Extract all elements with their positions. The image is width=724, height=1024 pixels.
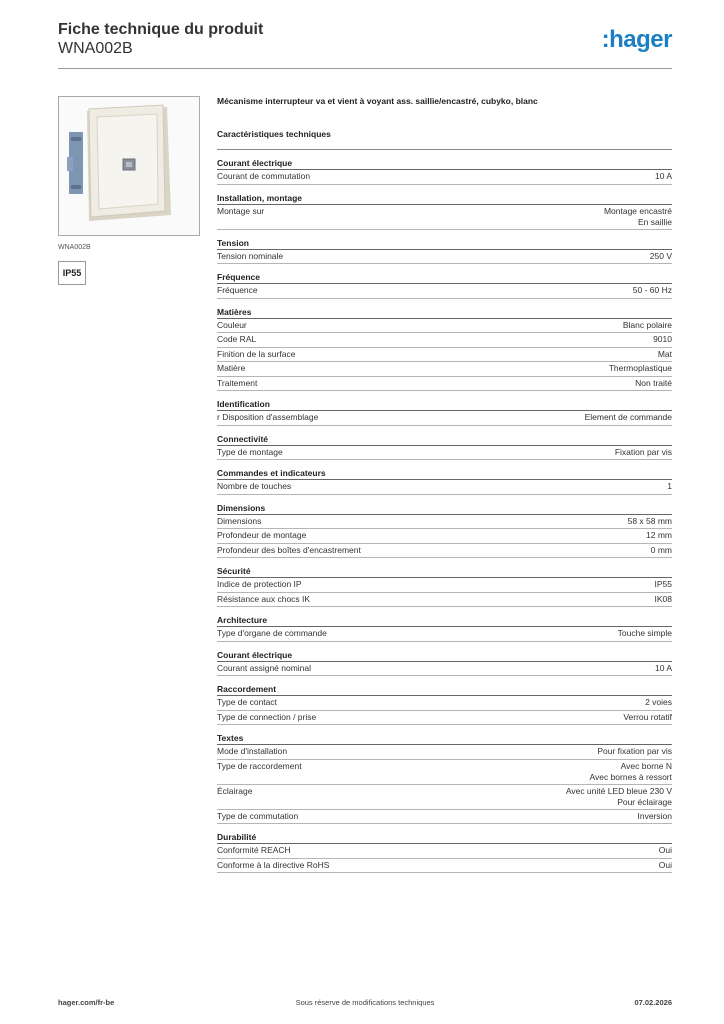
- spec-group-title: Commandes et indicateurs: [217, 467, 672, 480]
- spec-label: Type de montage: [217, 446, 283, 457]
- spec-label: Éclairage: [217, 785, 253, 796]
- footer-date: 07.02.2026: [634, 998, 672, 1007]
- spec-row: [217, 250, 672, 265]
- header-divider: [58, 68, 672, 69]
- spec-label: Dimensions: [217, 515, 262, 526]
- footer-notice: Sous réserve de modifications techniques: [295, 998, 435, 1007]
- spec-row: [217, 711, 672, 726]
- spec-group: [217, 614, 672, 642]
- spec-row: [217, 377, 672, 392]
- spec-value: Mat: [657, 348, 672, 359]
- spec-value: Non traité: [635, 377, 672, 388]
- spec-value: Avec borne N Avec bornes à ressort: [589, 760, 672, 782]
- spec-group-title: Tension: [217, 237, 672, 250]
- spec-group: [217, 732, 672, 824]
- spec-label: Conforme à la directive RoHS: [217, 859, 330, 870]
- spec-row: [217, 844, 672, 859]
- spec-value: 9010: [653, 334, 672, 344]
- spec-row: [217, 593, 672, 608]
- spec-label: Tension nominale: [217, 250, 284, 261]
- product-image-caption: WNA002B: [58, 244, 91, 251]
- spec-group-title: Fréquence: [217, 271, 672, 284]
- spec-row: [217, 480, 672, 495]
- spec-value: Oui: [658, 859, 672, 870]
- spec-group: [217, 271, 672, 299]
- spec-value: IK08: [654, 593, 672, 604]
- spec-row: [217, 745, 672, 760]
- spec-value: Touche simple: [617, 628, 672, 638]
- spec-group: [217, 433, 672, 461]
- spec-label: Mode d'installation: [217, 746, 288, 756]
- spec-label: Matière: [217, 363, 246, 373]
- spec-value: 58 x 58 mm: [627, 515, 672, 526]
- spec-label: Montage sur: [217, 205, 265, 216]
- spec-value: 50 - 60 Hz: [632, 285, 672, 295]
- spec-row: [217, 785, 672, 810]
- spec-value: Blanc polaire: [622, 319, 672, 330]
- spec-label: Indice de protection IP: [217, 579, 302, 589]
- spec-group: [217, 237, 672, 265]
- spec-value: 2 voies: [645, 697, 672, 707]
- spec-group: [217, 649, 672, 677]
- hager-logo[interactable]: :hager: [601, 26, 672, 53]
- ip-rating-badge: IP55: [58, 261, 86, 285]
- spec-group: [217, 306, 672, 392]
- footer-website-link[interactable]: hager.com/fr-be: [58, 998, 115, 1007]
- spec-row: [217, 662, 672, 677]
- spec-label: r Disposition d'assemblage: [217, 412, 319, 422]
- spec-label: Type de connection / prise: [217, 711, 317, 722]
- spec-label: Finition de la surface: [217, 348, 296, 359]
- spec-label: Résistance aux chocs IK: [217, 593, 311, 604]
- spec-label: Type de contact: [217, 697, 278, 707]
- spec-group-title: Architecture: [217, 614, 672, 627]
- spec-group: [217, 192, 672, 230]
- product-description: Mécanisme interrupteur va et vient à voyant ass. saillie/encastré, cubyko, blanc: [217, 96, 538, 106]
- spec-group: [217, 467, 672, 495]
- spec-label: Courant de commutation: [217, 171, 311, 181]
- spec-group-title: Dimensions: [217, 502, 672, 515]
- spec-group: [217, 831, 672, 873]
- switch-image-icon: [59, 97, 199, 235]
- spec-row: [217, 411, 672, 426]
- spec-row: [217, 696, 672, 711]
- spec-group: [217, 157, 672, 185]
- spec-label: Nombre de touches: [217, 481, 292, 491]
- spec-group-title: Connectivité: [217, 433, 672, 446]
- spec-label: Profondeur des boîtes d'encastrement: [217, 544, 361, 555]
- spec-group: [217, 565, 672, 607]
- spec-value: 1: [667, 481, 672, 491]
- spec-value: 12 mm: [646, 530, 672, 540]
- spec-label: Profondeur de montage: [217, 530, 307, 540]
- page-header: [58, 20, 672, 58]
- spec-group: [217, 683, 672, 725]
- spec-label: Code RAL: [217, 334, 257, 344]
- spec-value: Thermoplastique: [608, 363, 672, 373]
- spec-group-title: Identification: [217, 398, 672, 411]
- spec-row: [217, 760, 672, 785]
- spec-group-title: Courant électrique: [217, 649, 672, 662]
- spec-row: [217, 348, 672, 363]
- page-title: Fiche technique du produit: [58, 21, 264, 38]
- spec-label: Type de commutation: [217, 810, 299, 821]
- spec-label: Couleur: [217, 319, 247, 330]
- spec-groups: [217, 157, 672, 873]
- spec-value: 0 mm: [650, 544, 672, 555]
- spec-row: [217, 578, 672, 593]
- spec-label: Traitement: [217, 377, 258, 388]
- spec-row: [217, 205, 672, 230]
- spec-row: [217, 544, 672, 559]
- spec-row: [217, 810, 672, 825]
- spec-row: [217, 529, 672, 544]
- spec-value: IP55: [654, 579, 672, 589]
- spec-value: 250 V: [649, 250, 672, 261]
- spec-row: [217, 170, 672, 185]
- spec-value: Fixation par vis: [614, 446, 672, 457]
- spec-group-title: Installation, montage: [217, 192, 672, 205]
- spec-value: Element de commande: [584, 412, 672, 422]
- specs-panel: [217, 96, 672, 873]
- spec-row: [217, 515, 672, 530]
- spec-label: Fréquence: [217, 285, 258, 295]
- spec-group-title: Sécurité: [217, 565, 672, 578]
- spec-group-title: Raccordement: [217, 683, 672, 696]
- spec-row: [217, 333, 672, 348]
- spec-label: Type d'organe de commande: [217, 628, 327, 638]
- spec-value: Pour fixation par vis: [597, 746, 672, 756]
- spec-row: [217, 362, 672, 377]
- spec-group-title: Textes: [217, 732, 672, 745]
- spec-group: [217, 502, 672, 559]
- spec-group-title: Matières: [217, 306, 672, 319]
- spec-group: [217, 398, 672, 426]
- spec-value: Montage encastré En saillie: [603, 205, 672, 227]
- specs-title: Caractéristiques techniques: [217, 129, 672, 150]
- spec-row: [217, 446, 672, 461]
- spec-value: Verrou rotatif: [623, 711, 672, 722]
- spec-row: [217, 284, 672, 299]
- spec-group-title: Durabilité: [217, 831, 672, 844]
- spec-label: Type de raccordement: [217, 760, 302, 771]
- product-panel: [58, 96, 200, 285]
- spec-row: [217, 627, 672, 642]
- spec-row: [217, 319, 672, 334]
- product-reference: WNA002B: [58, 40, 133, 57]
- spec-label: Conformité REACH: [217, 845, 291, 855]
- spec-label: Courant assigné nominal: [217, 662, 312, 673]
- spec-value: Oui: [658, 845, 672, 855]
- spec-value: 10 A: [654, 662, 672, 673]
- spec-value: Avec unité LED bleue 230 V Pour éclairage: [565, 785, 672, 807]
- spec-value: 10 A: [654, 171, 672, 181]
- spec-value: Inversion: [637, 810, 672, 821]
- spec-row: [217, 859, 672, 874]
- spec-group-title: Courant électrique: [217, 157, 672, 170]
- product-image: [58, 96, 200, 236]
